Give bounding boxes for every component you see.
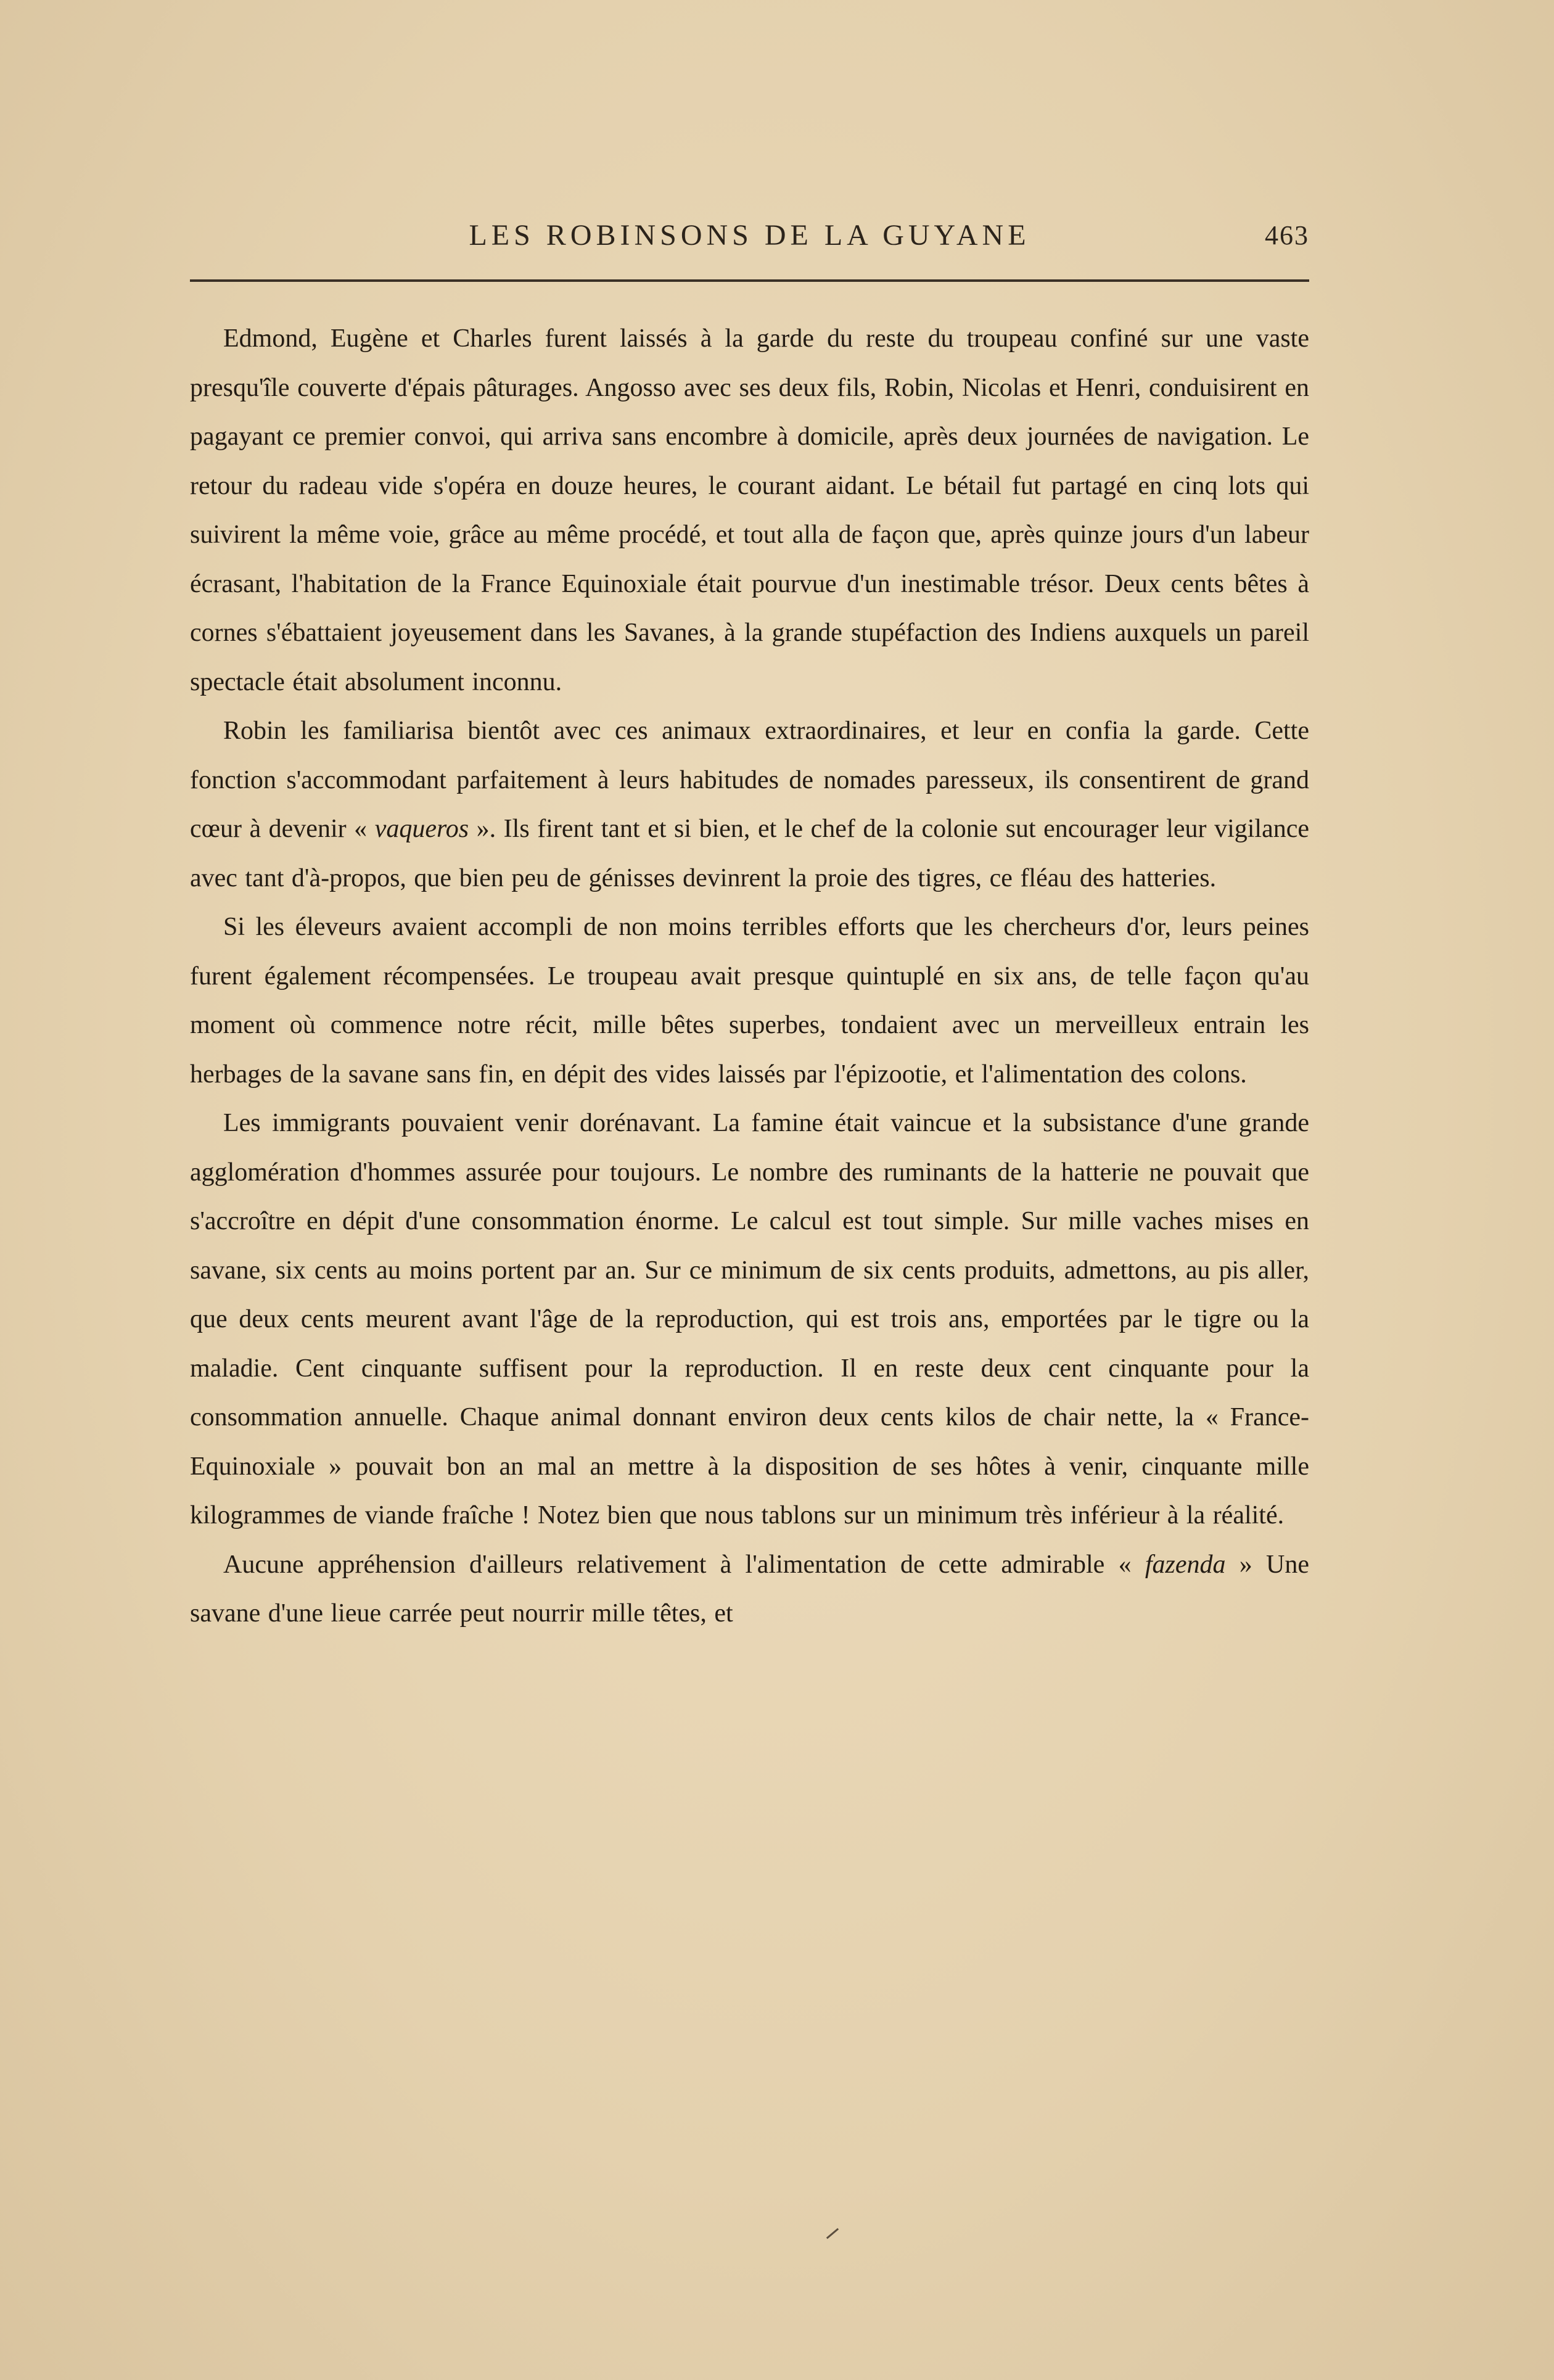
paragraph-5-before: Aucune appréhension d'ailleurs relativement à l'alimentation de cette admirable « [223,1550,1145,1579]
paragraph-2 [190,707,1309,903]
paragraph-1: Edmond, Eugène et Charles furent laissés à la garde du reste du troupeau confiné sur une vaste presqu'île couverte d'épais pâturages. Angosso avec ses deux fils, Robin, Nicolas et Henri, conduisirent en pagayant ce premier convoi, qui arriva sans encombre à domicile, après deux journées de navigation. Le retour du radeau vide s'opéra en douze heures, le courant aidant. Le bétail fut partagé en cinq lots qui suivirent la même voie, grâce au même procédé, et tout alla de façon que, après quinze jours d'un labeur écrasant, l'habitation de la France Equinoxiale était pourvue d'un inestimable trésor. Deux cents bêtes à cornes s'ébattaient joyeusement dans les Savanes, à la grande stupéfaction des Indiens auxquels un pareil spectacle était absolument inconnu. [190,324,1309,696]
header-rule [190,279,1309,282]
stray-ink-mark [826,2228,839,2239]
paragraph-5-after: » Une savane d'une lieue carrée peut nourrir mille têtes, et [190,1550,1309,1628]
running-title: LES ROBINSONS DE LA GUYANE [469,219,1030,252]
running-head [190,216,1309,259]
page-number: 463 [1265,220,1309,250]
paragraph-5 [190,1541,1309,1639]
paragraph-2-italic-term: vaqueros [374,815,469,843]
paragraph-5-italic-term: fazenda [1145,1550,1226,1579]
body-text [190,315,1309,1639]
paragraph-3: Si les éleveurs avaient accompli de non moins terribles efforts que les chercheurs d'or, leurs peines furent également récompensées. Le troupeau avait presque quintuplé en six ans, de telle façon qu'au moment où commence notre récit, mille bêtes superbes, tondaient avec un merveilleux entrain les herbages de la savane sans fin, en dépit des vides laissés par l'épizootie, et l'alimentation des colons. [190,913,1309,1089]
paragraph-2-before: Robin les familiarisa bientôt avec ces animaux extraordinaires, et leur en confia la garde. Cette fonction s'accommodant parfaitement à leurs habitudes de nomades paresseux, ils consentirent de grand cœur à devenir « [190,717,1309,843]
paragraph-2-after: ». Ils firent tant et si bien, et le chef de la colonie sut encourager leur vigilance avec tant d'à-propos, que bien peu de génisses devinrent la proie des tigres, ce fléau des hatteries. [190,815,1310,892]
paragraph-4: Les immigrants pouvaient venir dorénavant. La famine était vaincue et la subsistance d'une grande agglomération d'hommes assurée pour toujours. Le nombre des ruminants de la hatterie ne pouvait que s'accroître en dépit d'une consommation énorme. Le calcul est tout simple. Sur mille vaches mises en savane, six cents au moins portent par an. Sur ce minimum de six cents produits, admettons, au pis aller, que deux cents meurent avant l'âge de la reproduction, qui est trois ans, emportées par le tigre ou la maladie. Cent cinquante suffisent pour la reproduction. Il en reste deux cent cinquante pour la consommation annuelle. Chaque animal donnant environ deux cents kilos de chair nette, la « France-Equinoxiale » pouvait bon an mal an mettre à la disposition de ses hôtes à venir, cinquante mille kilogrammes de viande fraîche ! Notez bien que nous tablons sur un minimum très inférieur à la réalité. [190,1109,1309,1530]
